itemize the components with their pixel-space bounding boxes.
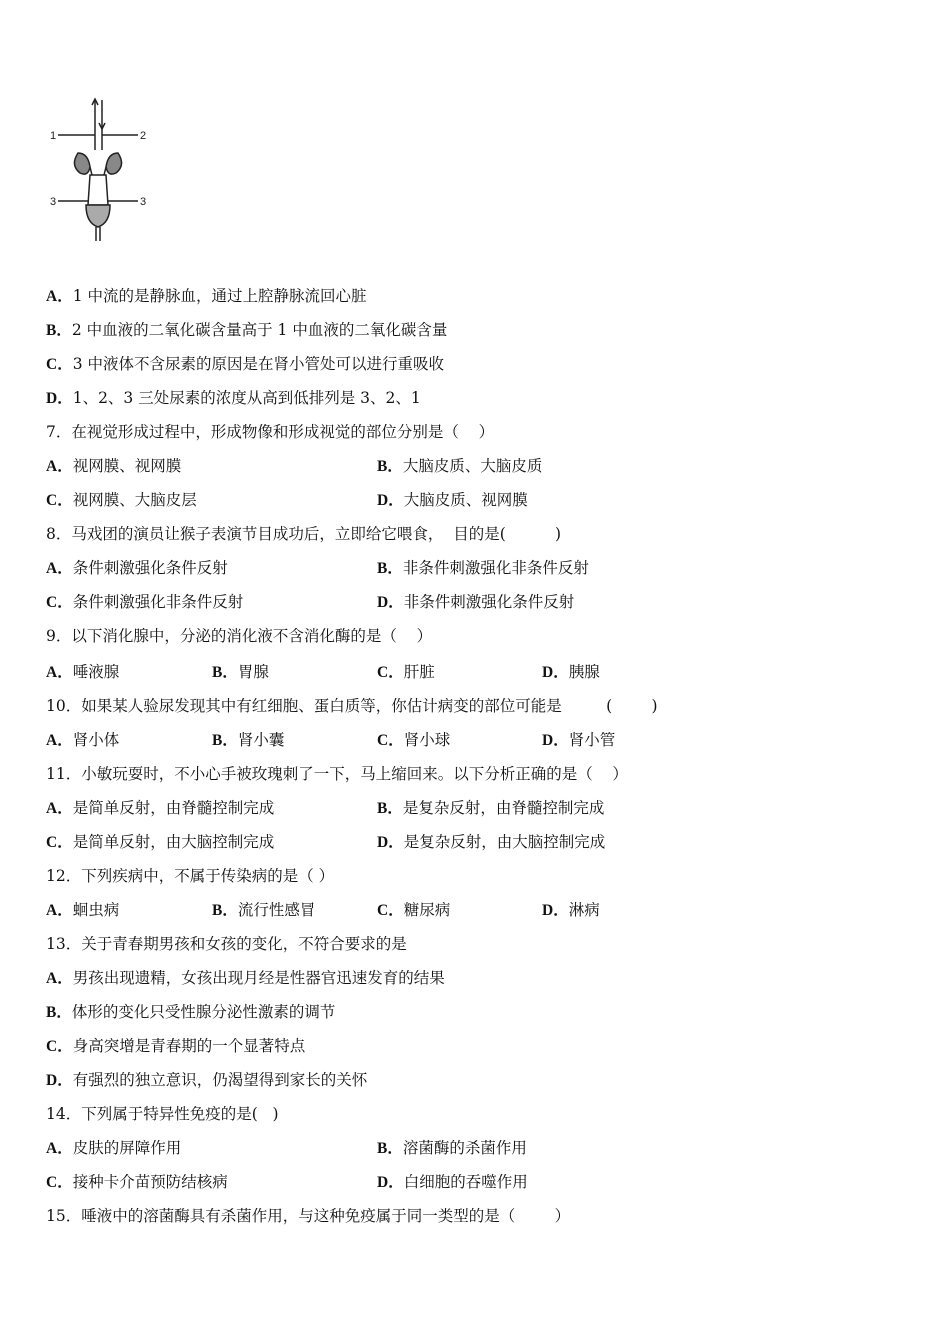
- option-text: 1 中流的是静脉血，通过上腔静脉流回心脏: [72, 287, 367, 305]
- q9-option-a: [46, 662, 119, 683]
- option-label: C．: [46, 834, 73, 851]
- option-label: D．: [542, 902, 569, 919]
- option-label: A．: [46, 800, 73, 817]
- option-text: 糖尿病: [403, 901, 451, 919]
- option-text: 3 中液体不含尿素的原因是在肾小管处可以进行重吸收: [72, 355, 444, 373]
- label-3-right: 3: [140, 196, 147, 208]
- q12-stem: 12．下列疾病中，不属于传染病的是（ ）: [46, 867, 335, 885]
- option-text: 非条件刺激强化条件反射: [403, 593, 575, 611]
- option-text: 视网膜、大脑皮层: [72, 491, 197, 509]
- option-text: 唾液腺: [72, 663, 120, 681]
- option-label: D．: [377, 492, 404, 509]
- q10-option-b: [212, 730, 284, 751]
- option-text: 肾小囊: [237, 731, 285, 749]
- option-label: A．: [46, 970, 73, 987]
- label-2: 2: [140, 130, 147, 142]
- q12-option-d: [542, 900, 600, 921]
- option-label: B．: [377, 800, 403, 817]
- option-text: 溶菌酶的杀菌作用: [402, 1139, 527, 1157]
- q10-stem: 10．如果某人验尿发现其中有红细胞、蛋白质等，你估计病变的部位可能是 ( ): [46, 697, 658, 715]
- q13-option-b: [46, 1002, 335, 1023]
- option-label: A．: [46, 288, 73, 305]
- q9-option-d: [542, 662, 600, 683]
- option-text: 条件刺激强化非条件反射: [72, 593, 244, 611]
- option-label: C．: [46, 594, 73, 611]
- q8-stem: 8．马戏团的演员让猴子表演节目成功后，立即给它喂食， 目的是( ): [46, 525, 562, 543]
- q7-stem: 7．在视觉形成过程中，形成物像和形成视觉的部位分别是（ ）: [46, 423, 495, 441]
- option-text: 胃腺: [237, 663, 269, 681]
- option-label: C．: [377, 664, 404, 681]
- option-label: D．: [46, 1072, 73, 1089]
- q8-option-a: [46, 558, 228, 579]
- label-3-left: 3: [50, 196, 57, 208]
- option-text: 肾小体: [72, 731, 120, 749]
- option-label: B．: [212, 664, 238, 681]
- option-text: 皮肤的屏障作用: [72, 1139, 182, 1157]
- q8-option-b: [377, 558, 589, 579]
- option-label: B．: [377, 458, 403, 475]
- option-text: 胰腺: [568, 663, 600, 681]
- q14-stem: 14．下列属于特异性免疫的是( ): [46, 1105, 279, 1123]
- option-text: 非条件刺激强化非条件反射: [402, 559, 589, 577]
- option-label: C．: [377, 902, 404, 919]
- option-label: A．: [46, 1140, 73, 1157]
- option-text: 条件刺激强化条件反射: [72, 559, 228, 577]
- q13-option-c: [46, 1036, 305, 1057]
- option-label: A．: [46, 732, 73, 749]
- q8-option-d: [377, 592, 574, 613]
- q12-option-a: [46, 900, 119, 921]
- q11-option-c: [46, 832, 274, 853]
- option-label: C．: [46, 492, 73, 509]
- q14-option-a: [46, 1138, 181, 1159]
- q13-option-a: [46, 968, 445, 989]
- q7-option-d: [377, 490, 528, 511]
- q12-option-b: [212, 900, 315, 921]
- q13-stem: 13．关于青春期男孩和女孩的变化，不符合要求的是: [46, 935, 407, 953]
- q10-option-a: [46, 730, 119, 751]
- q7-option-b: [377, 456, 542, 477]
- option-label: D．: [542, 664, 569, 681]
- option-label: A．: [46, 458, 73, 475]
- option-text: 肝脏: [403, 663, 435, 681]
- label-1: 1: [50, 130, 57, 142]
- option-text: 流行性感冒: [237, 901, 316, 919]
- q8-option-c: [46, 592, 243, 613]
- option-label: A．: [46, 560, 73, 577]
- option-label: D．: [377, 594, 404, 611]
- kidney-urinary-system-diagram: [48, 95, 158, 245]
- option-label: C．: [46, 1038, 73, 1055]
- option-text: 肾小球: [403, 731, 451, 749]
- option-text: 淋病: [568, 901, 600, 919]
- option-text: 是复杂反射，由脊髓控制完成: [402, 799, 605, 817]
- option-text: 有强烈的独立意识，仍渴望得到家长的关怀: [72, 1071, 368, 1089]
- option-text: 接种卡介苗预防结核病: [72, 1173, 228, 1191]
- option-text: 身高突增是青春期的一个显著特点: [72, 1037, 306, 1055]
- q6-option-b: [46, 320, 447, 341]
- q9-option-b: [212, 662, 269, 683]
- q9-option-c: [377, 662, 435, 683]
- q6-option-d: [46, 388, 421, 409]
- q11-option-a: [46, 798, 274, 819]
- option-text: 白细胞的吞噬作用: [403, 1173, 528, 1191]
- q11-option-b: [377, 798, 604, 819]
- option-label: D．: [377, 834, 404, 851]
- option-label: B．: [212, 732, 238, 749]
- option-label: B．: [212, 902, 238, 919]
- option-text: 是简单反射，由大脑控制完成: [72, 833, 275, 851]
- q13-option-d: [46, 1070, 367, 1091]
- q6-option-a: [46, 286, 367, 307]
- option-text: 蛔虫病: [72, 901, 120, 919]
- option-label: D．: [46, 390, 73, 407]
- option-label: C．: [377, 732, 404, 749]
- option-label: A．: [46, 902, 73, 919]
- option-text: 是复杂反射，由大脑控制完成: [403, 833, 606, 851]
- q9-stem: 9．以下消化腺中，分泌的消化液不含消化酶的是（ ）: [46, 627, 433, 645]
- q7-option-c: [46, 490, 197, 511]
- option-text: 1、2、3 三处尿素的浓度从高到低排列是 3、2、1: [72, 389, 421, 407]
- option-label: D．: [377, 1174, 404, 1191]
- option-text: 男孩出现遗精，女孩出现月经是性器官迅速发育的结果: [72, 969, 445, 987]
- q10-option-d: [542, 730, 615, 751]
- q10-option-c: [377, 730, 450, 751]
- option-label: D．: [542, 732, 569, 749]
- option-text: 体形的变化只受性腺分泌性激素的调节: [71, 1003, 336, 1021]
- q12-option-c: [377, 900, 450, 921]
- option-label: C．: [46, 356, 73, 373]
- option-label: B．: [46, 1004, 72, 1021]
- option-label: B．: [46, 322, 72, 339]
- q14-option-c: [46, 1172, 228, 1193]
- q7-option-a: [46, 456, 181, 477]
- option-label: B．: [377, 560, 403, 577]
- q11-option-d: [377, 832, 605, 853]
- q14-option-d: [377, 1172, 528, 1193]
- option-text: 是简单反射，由脊髓控制完成: [72, 799, 275, 817]
- q15-stem: 15．唾液中的溶菌酶具有杀菌作用，与这种免疫属于同一类型的是（ ）: [46, 1207, 571, 1225]
- option-label: A．: [46, 664, 73, 681]
- option-text: 视网膜、视网膜: [72, 457, 182, 475]
- option-label: B．: [377, 1140, 403, 1157]
- option-label: C．: [46, 1174, 73, 1191]
- q11-stem: 11．小敏玩耍时，不小心手被玫瑰刺了一下，马上缩回来。以下分析正确的是（ ）: [46, 765, 628, 783]
- option-text: 大脑皮质、大脑皮质: [402, 457, 543, 475]
- option-text: 大脑皮质、视网膜: [403, 491, 528, 509]
- q14-option-b: [377, 1138, 527, 1159]
- q6-option-c: [46, 354, 444, 375]
- option-text: 2 中血液的二氧化碳含量高于 1 中血液的二氧化碳含量: [71, 321, 448, 339]
- option-text: 肾小管: [568, 731, 616, 749]
